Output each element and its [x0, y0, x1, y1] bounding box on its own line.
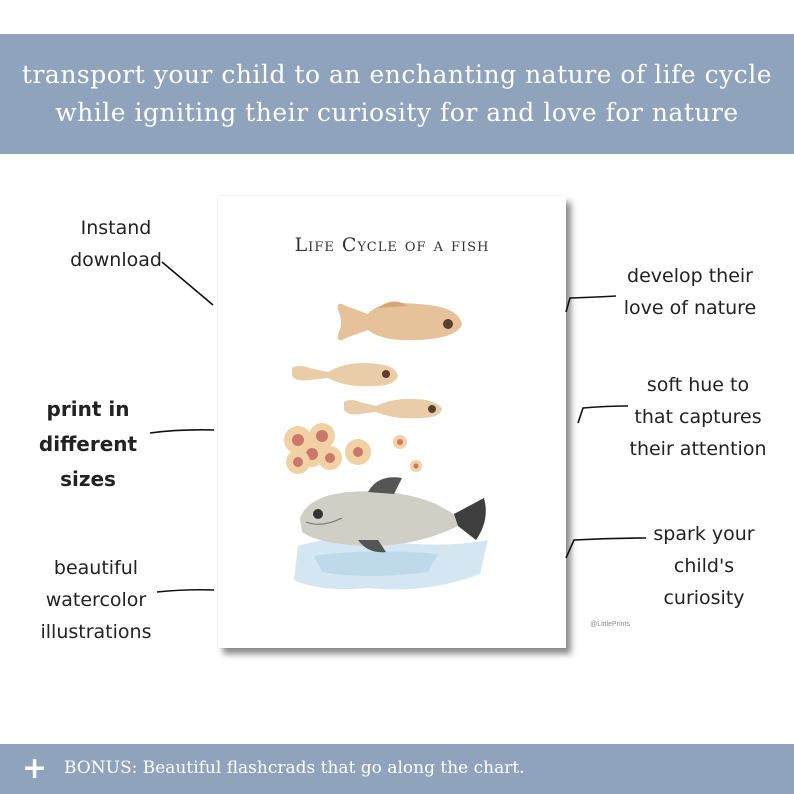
banner-line-2: while igniting their curiosity for and love for nature: [55, 98, 739, 127]
poster-credit: @LittlePrints: [590, 621, 630, 628]
banner-line-1: transport your child to an enchanting nature of life cycle: [21, 60, 773, 89]
label-curiosity: spark your child's curiosity: [653, 523, 755, 609]
label-love-nature: develop their love of nature: [623, 265, 757, 319]
label-print-sizes: print in different sizes: [38, 397, 138, 491]
bonus-footer: [0, 744, 794, 794]
poster-title: Life Cycle of a fish: [294, 234, 490, 256]
label-instant-download: Instand download: [70, 217, 162, 271]
plus-icon: +: [22, 751, 48, 786]
label-soft-hue: soft hue to that captures their attention: [629, 374, 767, 460]
bonus-text: BONUS: Beautiful flashcrads that go along the chart.: [64, 758, 525, 778]
label-watercolor: beautiful watercolor illustrations: [40, 557, 152, 643]
